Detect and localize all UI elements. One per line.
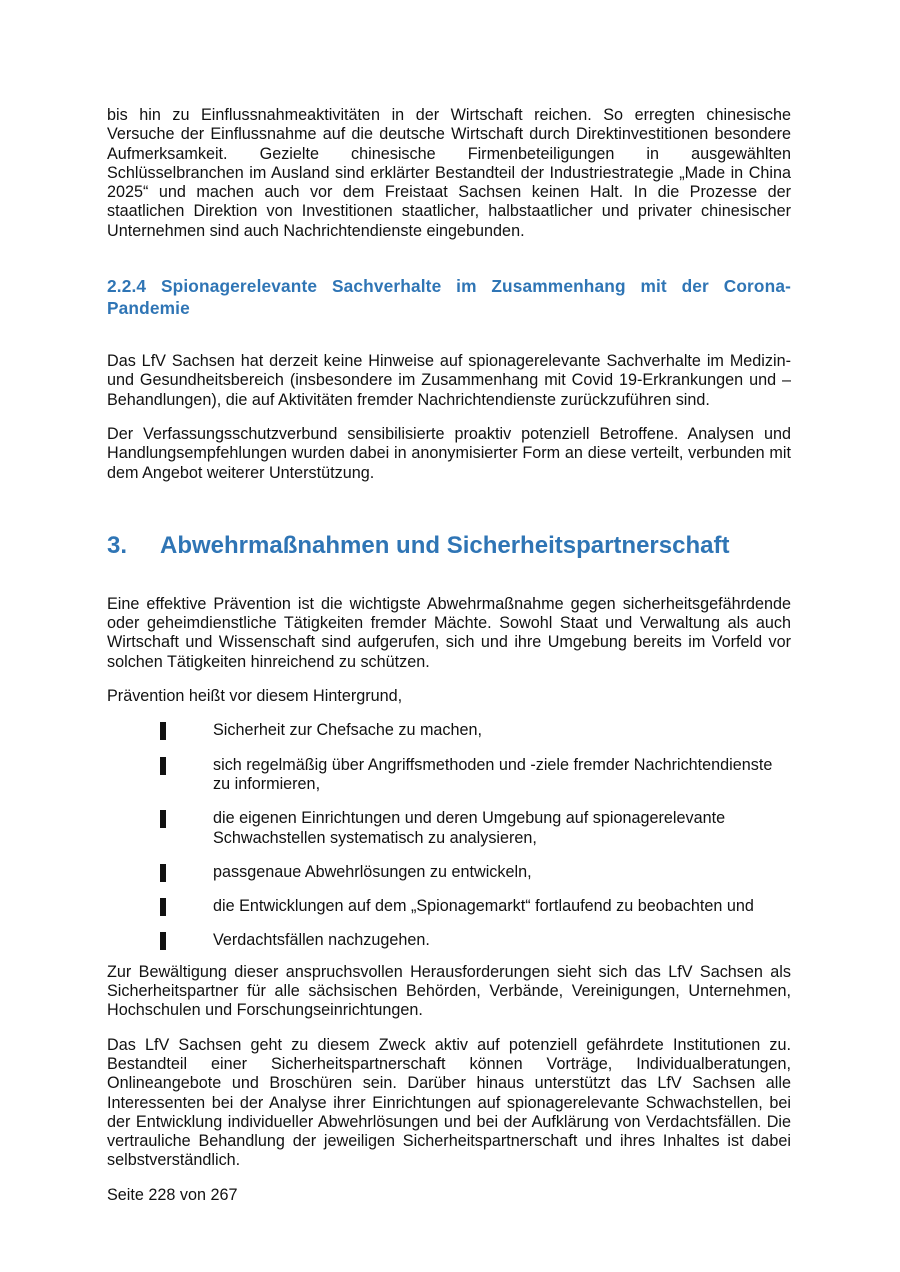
prevention-list [107, 721, 791, 950]
intro-paragraph: bis hin zu Einflussnahmeaktivitäten in der Wirtschaft reichen. So erregten chinesische Versuche der Einflussnahme auf die deutsche Wirtschaft durch Direktinvestitionen besondere Aufmerksamkeit. Gezielte chinesische Firmenbeteiligungen in ausgewählten Schlüsselbranchen im Ausland sind erklärter Bestandteil der Industriestrategie „Made in China 2025“ und machen auch vor dem Freistaat Sachsen keinen Halt. In die Prozesse der staatlichen Direktion von Investitionen staatlicher, halbstaatlicher und privater chinesischer Unternehmen sind auch Nachrichtendienste eingebunden. [107, 106, 791, 240]
bullet-marker-icon [160, 864, 166, 882]
list-item: die eigenen Einrichtungen und deren Umgebung auf spionagerelevante Schwachstellen systematisch zu analysieren, [107, 809, 791, 848]
list-item: Sicherheit zur Chefsache zu machen, [107, 721, 791, 740]
chapter-3-paragraph-3: Das LfV Sachsen geht zu diesem Zweck aktiv auf potenziell gefährdete Institutionen zu. Bestandteil einer Sicherheitspartnerschaft können Vorträge, Individualberatungen, Onlineangebote und Broschüren sein. Darüber hinaus unterstützt das LfV Sachsen alle Interessenten bei der Analyse ihrer Einrichtungen auf spionagerelevante Schwachstellen, bei der Entwicklung individueller Abwehrlösungen und bei der Aufklärung von Verdachtsfällen. Die vertrauliche Behandlung der jeweiligen Sicherheitspartnerschaft und ihres Inhaltes ist dabei selbstverständlich. [107, 1035, 791, 1170]
document-page [107, 106, 791, 1205]
chapter-3-paragraph-1: Eine effektive Prävention ist die wichtigste Abwehrmaßnahme gegen sicherheitsgefährdende oder geheimdienstliche Tätigkeiten fremder Mächte. Sowohl Staat und Verwaltung als auch Wirtschaft und Wissenschaft sind aufgerufen, sich und ihre Umgebung bereits im Vorfeld vor solchen Tätigkeiten hinreichend zu schützen. [107, 594, 791, 671]
bullet-marker-icon [160, 898, 166, 916]
bullet-marker-icon [160, 757, 166, 775]
chapter-title: Abwehrmaßnahmen und Sicherheitspartnerschaft [160, 531, 730, 559]
list-item: die Entwicklungen auf dem „Spionagemarkt“ fortlaufend zu beobachten und [107, 897, 791, 916]
bullet-marker-icon [160, 932, 166, 950]
list-item: Verdachtsfällen nachzugehen. [107, 931, 791, 950]
bullet-marker-icon [160, 810, 166, 828]
section-2-2-4-heading: 2.2.4 Spionagerelevante Sachverhalte im Zusammenhang mit der Corona-Pandemie [107, 276, 791, 318]
section-2-2-4-paragraph-1: Das LfV Sachsen hat derzeit keine Hinweise auf spionagerelevante Sachverhalte im Medizin- und Gesundheitsbereich (insbesondere im Zusammenhang mit Covid 19-Erkrankungen und –Behandlungen), die auf Aktivitäten fremder Nachrichtendienste zurückzuführen sind. [107, 352, 791, 409]
bullet-marker-icon [160, 722, 166, 740]
chapter-3-heading [107, 531, 791, 561]
section-2-2-4-paragraph-2: Der Verfassungsschutzverbund sensibilisierte proaktiv potenziell Betroffene. Analysen und Handlungsempfehlungen wurden dabei in anonymisierter Form an diese verteilt, verbunden mit dem Angebot weiterer Unterstützung. [107, 424, 791, 482]
list-item: sich regelmäßig über Angriffsmethoden und -ziele fremder Nachrichtendienste zu informieren, [107, 756, 791, 795]
chapter-3-paragraph-2: Zur Bewältigung dieser anspruchsvollen Herausforderungen sieht sich das LfV Sachsen als Sicherheitspartner für alle sächsischen Behörden, Verbände, Vereinigungen, Unternehmen, Hochschulen und Forschungseinrichtungen. [107, 962, 791, 1020]
list-intro: Prävention heißt vor diesem Hintergrund, [107, 687, 403, 706]
list-item: passgenaue Abwehrlösungen zu entwickeln, [107, 863, 791, 882]
chapter-number: 3. [107, 531, 128, 559]
page-number: Seite 228 von 267 [107, 1185, 238, 1204]
